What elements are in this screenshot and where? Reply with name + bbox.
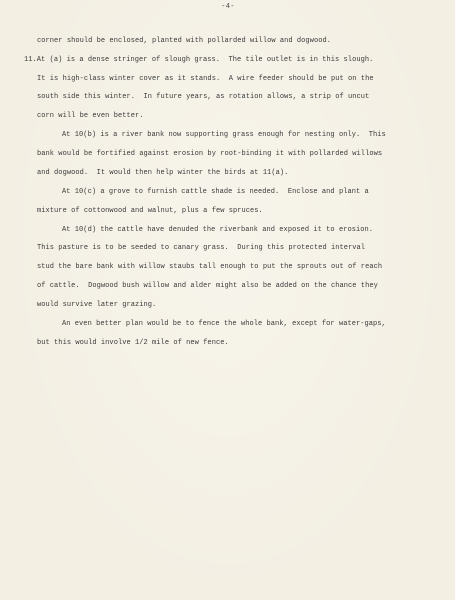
body-line: At 10(d) the cattle have denuded the riverbank and exposed it to erosion. bbox=[62, 226, 374, 234]
page-number: -4- bbox=[221, 3, 235, 11]
body-line: 11.At (a) is a dense stringer of slough grass. The tile outlet is in this slough. bbox=[24, 56, 374, 64]
body-line: of cattle. Dogwood bush willow and alder might also be added on the chance they bbox=[37, 282, 378, 290]
body-line: At 10(b) is a river bank now supporting grass enough for nesting only. This bbox=[62, 131, 386, 139]
body-line: south side this winter. In future years, as rotation allows, a strip of uncut bbox=[37, 93, 370, 101]
body-line: This pasture is to be seeded to canary grass. During this protected interval bbox=[37, 244, 366, 252]
body-line: An even better plan would be to fence the whole bank, except for water-gaps, bbox=[62, 320, 386, 328]
body-line: corner should be enclosed, planted with pollarded willow and dogwood. bbox=[37, 37, 331, 45]
body-line: bank would be fortified against erosion by root-binding it with pollarded willows bbox=[37, 150, 383, 158]
body-line: but this would involve 1/2 mile of new fence. bbox=[37, 339, 229, 347]
body-line: corn will be even better. bbox=[37, 112, 144, 120]
body-line: and dogwood. It would then help winter the birds at 11(a). bbox=[37, 169, 289, 177]
body-line: At 10(c) a grove to furnish cattle shade is needed. Enclose and plant a bbox=[62, 188, 369, 196]
body-line: It is high-class winter cover as it stands. A wire feeder should be put on the bbox=[37, 75, 374, 83]
body-line: mixture of cottonwood and walnut, plus a few spruces. bbox=[37, 207, 263, 215]
body-line: would survive later grazing. bbox=[37, 301, 157, 309]
body-line: stud the bare bank with willow staubs tall enough to put the sprouts out of reach bbox=[37, 263, 383, 271]
